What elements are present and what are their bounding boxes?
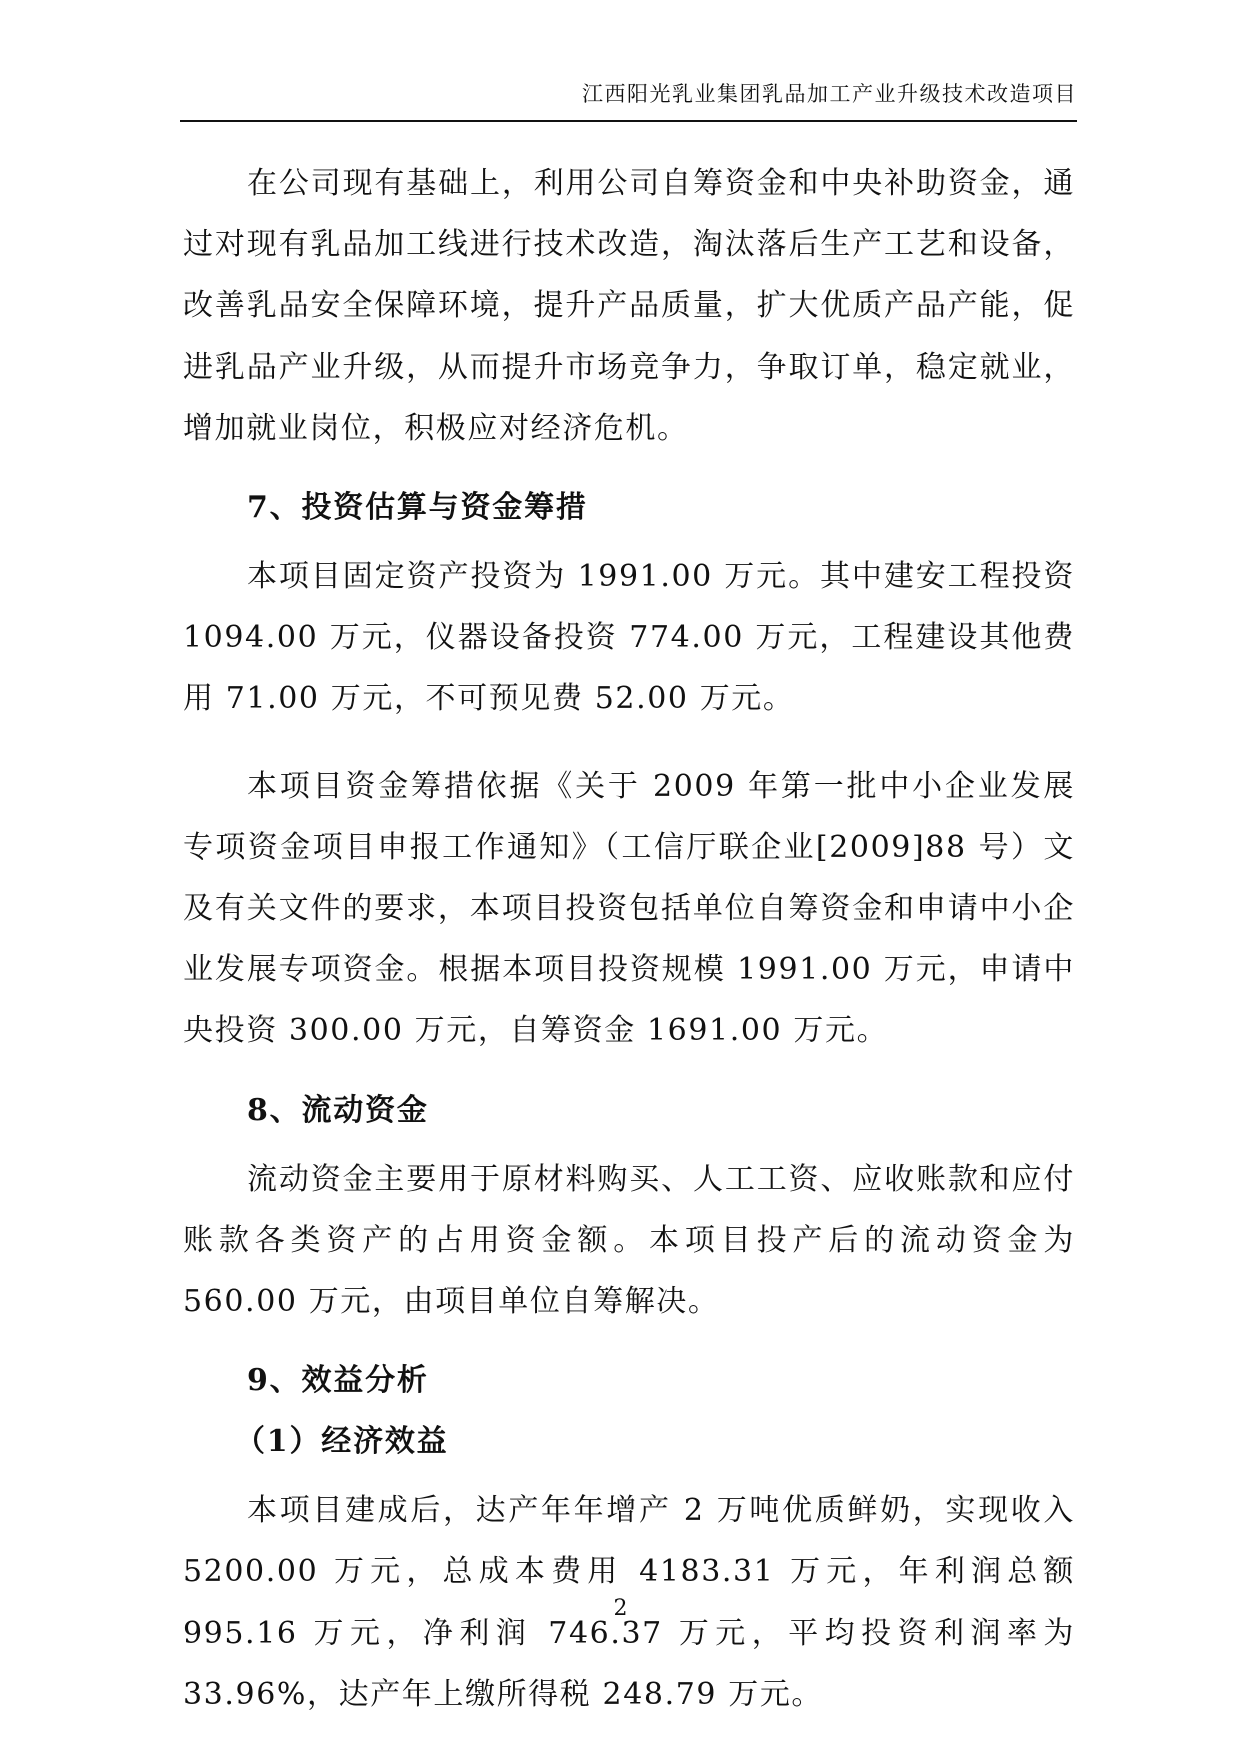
page-number: 2 xyxy=(613,1596,628,1621)
document-body xyxy=(183,153,1075,1751)
intro-paragraph: 在公司现有基础上，利用公司自筹资金和中央补助资金，通过对现有乳品加工线进行技术改造，淘汰落后生产工艺和设备，改善乳品安全保障环境，提升产品质量，扩大优质产品产能，促进乳品产业升级，从而提升市场竞争力，争取订单，稳定就业，增加就业岗位，积极应对经济危机。 xyxy=(183,166,1075,446)
header-title: 江西阳光乳业集团乳品加工产业升级技术改造项目 xyxy=(582,82,1077,106)
economic-benefit-paragraph: 本项目建成后，达产年年增产 2 万吨优质鲜奶，实现收入 5200.00 万元，总成本费用 4183.31 万元，年利润总额 995.16 万元，净利润 746.37 万元，平均投资利润率为 33.96%，达产年上缴所得税 248.79 万元。 xyxy=(183,1493,1075,1712)
fund-raising-paragraph: 本项目资金筹措依据《关于 2009 年第一批中小企业发展专项资金项目申报工作通知》（工信厅联企业[2009]88 号）文及有关文件的要求，本项目投资包括单位自筹资金和申请中小企业发展专项资金。根据本项目投资规模 1991.00 万元，申请中央投资 300.00 万元，自筹资金 1691.00 万元。 xyxy=(183,768,1075,1049)
investment-section xyxy=(183,485,1075,1062)
economic-benefit-heading: （1）经济效益 xyxy=(235,1424,449,1460)
section-8-heading: 8、流动资金 xyxy=(247,1092,429,1128)
section-9-heading: 9、效益分析 xyxy=(247,1363,429,1399)
page-header xyxy=(180,80,1077,122)
fixed-investment-paragraph: 本项目固定资产投资为 1991.00 万元。其中建安工程投资 1094.00 万元，仪器设备投资 774.00 万元，工程建设其他费用 71.00 万元，不可预见费 52.00 万元。 xyxy=(183,559,1075,717)
working-capital-section xyxy=(183,1088,1075,1333)
benefit-analysis-section xyxy=(183,1358,1075,1725)
section-7-heading: 7、投资估算与资金筹措 xyxy=(247,490,588,526)
working-capital-paragraph: 流动资金主要用于原材料购买、人工工资、应收账款和应付账款各类资产的占用资金额。本项目投产后的流动资金为 560.00 万元，由项目单位自筹解决。 xyxy=(183,1161,1075,1320)
